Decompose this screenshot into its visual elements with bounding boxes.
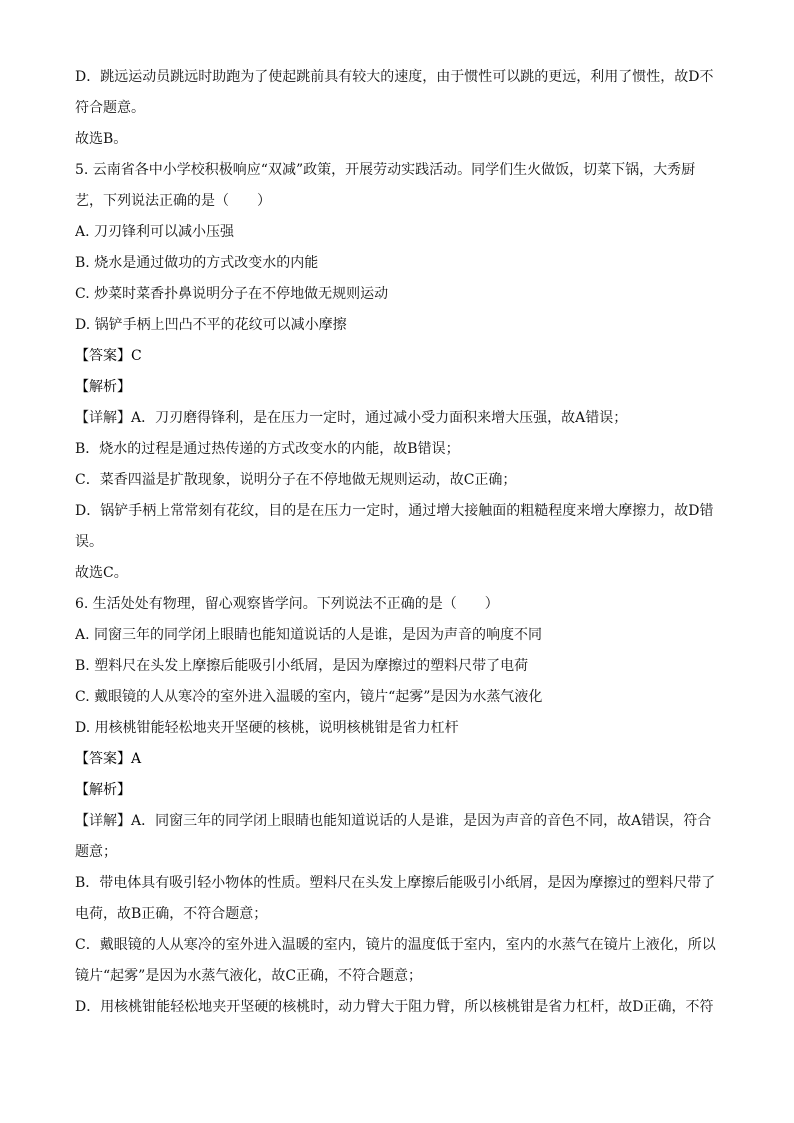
- text-line: 符合题意。: [75, 100, 145, 116]
- question-5-detail-d-cont: 误。: [75, 534, 103, 550]
- question-5-detail-b: B．烧水的过程是通过热传递的方式改变水的内能，故B错误；: [75, 441, 460, 457]
- question-5-option-a: A. 刀刃锋利可以减小压强: [75, 224, 235, 240]
- question-6-option-c: C. 戴眼镜的人从寒冷的室外进入温暖的室内，镜片“起雾”是因为水蒸气液化: [75, 689, 543, 705]
- question-5-option-d: D. 锅铲手柄上凹凸不平的花纹可以减小摩擦: [75, 317, 347, 333]
- question-5-detail-d: D．锅铲手柄上常常刻有花纹，目的是在压力一定时，通过增大接触面的粗糙程度来增大摩擦力，故D错: [75, 503, 714, 519]
- question-6-detail-c: C．戴眼镜的人从寒冷的室外进入温暖的室内，镜片的温度低于室内，室内的水蒸气在镜片上液化，所以: [75, 937, 716, 953]
- text-line: 故选B。: [75, 131, 128, 147]
- text-line: D．跳远运动员跳远时助跑为了使起跳前具有较大的速度，由于惯性可以跳的更远，利用了惯性，故D不: [75, 69, 714, 85]
- question-6-detail-c-cont: 镜片“起雾”是因为水蒸气液化，故C正确，不符合题意；: [75, 968, 423, 984]
- question-5-stem-cont: 艺，下列说法正确的是（ ）: [75, 193, 271, 209]
- question-6-detail-b: B．带电体具有吸引轻小物体的性质。塑料尺在头发上摩擦后能吸引小纸屑，是因为摩擦过的塑料尺带了: [75, 875, 716, 891]
- question-6-option-a: A. 同窗三年的同学闭上眼睛也能知道说话的人是谁，是因为声音的响度不同: [75, 627, 543, 643]
- question-6-detail-b-cont: 电荷，故B正确，不符合题意；: [75, 906, 268, 922]
- question-6-detail-a: 【详解】A．同窗三年的同学闭上眼睛也能知道说话的人是谁，是因为声音的音色不同，故A错误，符合: [75, 813, 712, 829]
- question-5-detail-a: 【详解】A．刀刃磨得锋利，是在压力一定时，通过减小受力面积来增大压强，故A错误；: [75, 410, 628, 426]
- question-5-analysis-heading: 【解析】: [75, 379, 131, 395]
- question-5-answer: 【答案】C: [75, 348, 142, 364]
- question-6-option-d: D. 用核桃钳能轻松地夹开坚硬的核桃，说明核桃钳是省力杠杆: [75, 720, 459, 736]
- question-5-option-b: B. 烧水是通过做功的方式改变水的内能: [75, 255, 319, 271]
- question-6-detail-a-cont: 题意；: [75, 844, 117, 860]
- question-6-stem: 6. 生活处处有物理，留心观察皆学问。下列说法不正确的是（ ）: [75, 596, 499, 612]
- document-page: [75, 62, 725, 1023]
- question-5-conclusion: 故选C。: [75, 565, 128, 581]
- question-5-stem: 5. 云南省各中小学校积极响应“双减”政策，开展劳动实践活动。同学们生火做饭，切菜下锅，大秀厨: [75, 162, 696, 178]
- question-6-answer: 【答案】A: [75, 751, 142, 767]
- question-6-detail-d: D．用核桃钳能轻松地夹开坚硬的核桃时，动力臂大于阻力臂，所以核桃钳是省力杠杆，故D正确，不符: [75, 999, 714, 1015]
- question-5-option-c: C. 炒菜时菜香扑鼻说明分子在不停地做无规则运动: [75, 286, 389, 302]
- question-6-option-b: B. 塑料尺在头发上摩擦后能吸引小纸屑，是因为摩擦过的塑料尺带了电荷: [75, 658, 529, 674]
- question-5-detail-c: C．菜香四溢是扩散现象，说明分子在不停地做无规则运动，故C正确；: [75, 472, 517, 488]
- question-6-analysis-heading: 【解析】: [75, 782, 131, 798]
